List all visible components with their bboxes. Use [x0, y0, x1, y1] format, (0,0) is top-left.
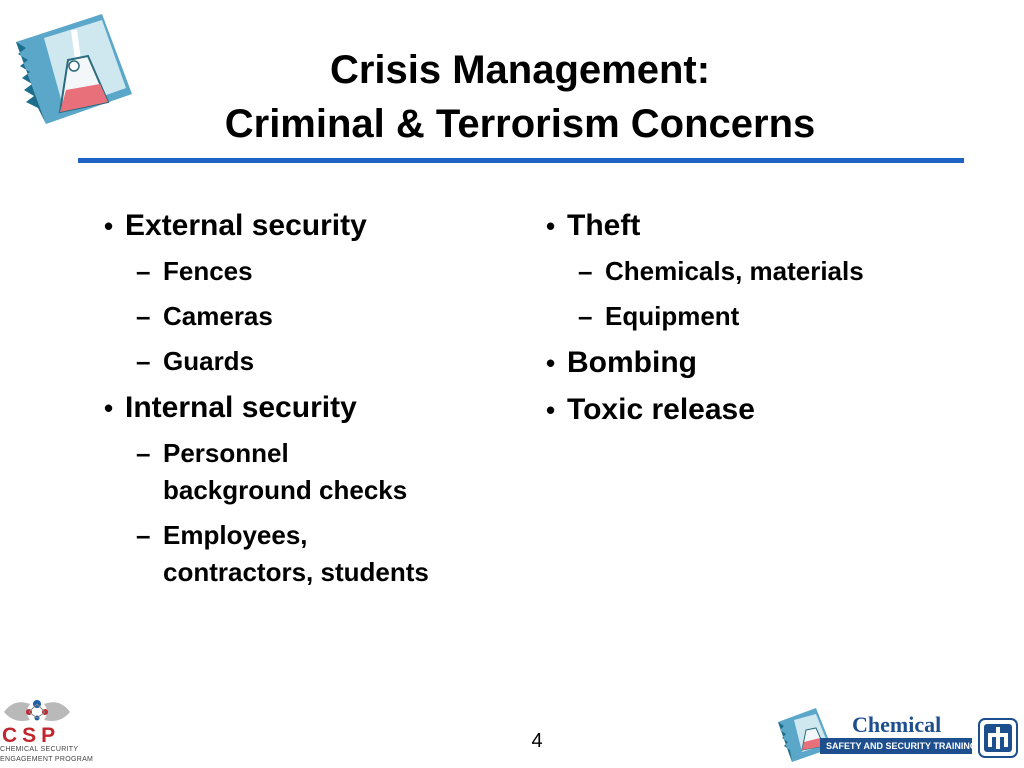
- sub-bullet-dash: –: [578, 256, 593, 286]
- bullet-internal-security: • Internal security: [104, 389, 524, 427]
- sub-bullet-chemicals: – Chemicals, materials: [546, 253, 976, 290]
- sub-bullet-dash: –: [136, 256, 151, 286]
- right-bullet-column: [546, 207, 976, 429]
- sub-bullet-equipment: – Equipment: [546, 298, 976, 335]
- sub-bullet-dash: –: [136, 301, 151, 331]
- bullet-toxic-release: • Toxic release: [546, 391, 976, 429]
- page-number: 4: [531, 730, 543, 752]
- sub-bullet-dash: –: [136, 520, 151, 550]
- sub-bullet-cameras: – Cameras: [104, 298, 524, 335]
- csp-caption-line-1: CHEMICAL SECURITY: [0, 746, 79, 753]
- sandia-thunderbird-icon: [978, 718, 1018, 758]
- sub-bullet-personnel-checks: – Personnel background checks: [104, 435, 524, 509]
- csp-acronym: CSP: [2, 724, 61, 747]
- bullet-bombing: • Bombing: [546, 344, 976, 382]
- bullet-dot: •: [546, 211, 556, 241]
- sub-bullet-dash: –: [578, 301, 593, 331]
- slide-title-line-1: Crisis Management:: [329, 48, 711, 92]
- training-logo-word: Chemical: [852, 712, 942, 737]
- bullet-dot: •: [104, 393, 114, 423]
- bullet-external-security: • External security: [104, 207, 524, 245]
- sub-bullet-dash: –: [136, 346, 151, 376]
- left-bullet-column: [104, 207, 524, 591]
- bullet-dot: •: [546, 395, 556, 425]
- bullet-dot: •: [104, 211, 114, 241]
- bullet-dot: •: [546, 348, 556, 378]
- training-logo-tagline: SAFETY AND SECURITY TRAINING: [826, 741, 977, 751]
- sub-bullet-fences: – Fences: [104, 253, 524, 290]
- sub-bullet-dash: –: [136, 438, 151, 468]
- sub-bullet-guards: – Guards: [104, 343, 524, 380]
- sub-bullet-employees: – Employees, contractors, students: [104, 517, 524, 591]
- title-underline-rule: [78, 158, 964, 163]
- bullet-theft: • Theft: [546, 207, 976, 245]
- csp-caption-line-2: ENGAGEMENT PROGRAM: [0, 756, 94, 763]
- slide-title-line-2: Criminal & Terrorism Concerns: [224, 102, 816, 146]
